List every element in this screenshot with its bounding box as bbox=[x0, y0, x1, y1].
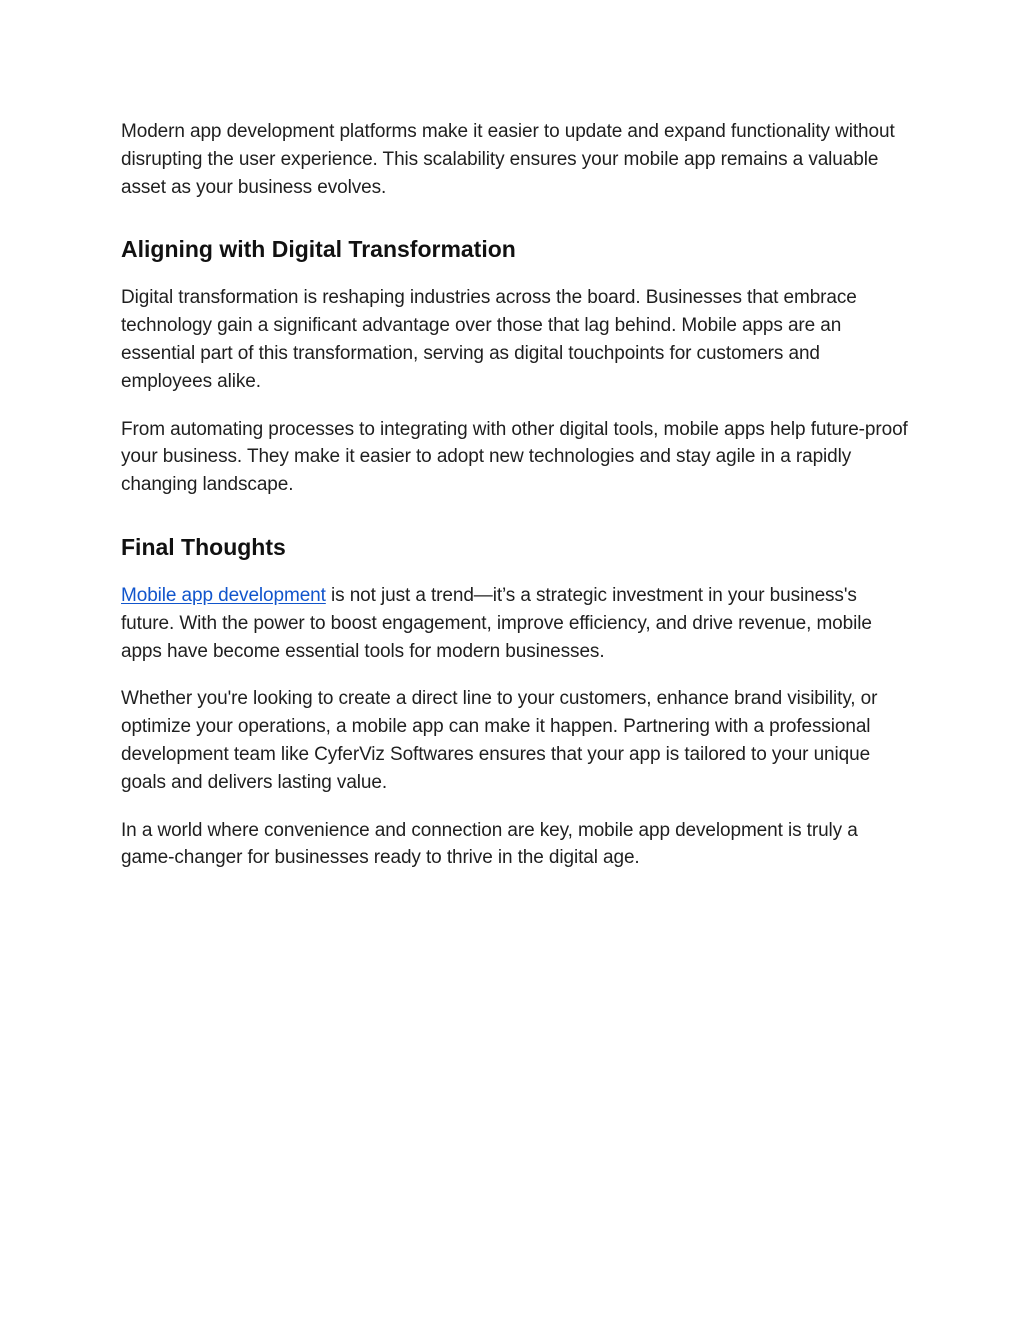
mobile-app-development-link[interactable]: Mobile app development bbox=[121, 584, 326, 606]
final-paragraph-1 bbox=[121, 582, 911, 665]
final-paragraph-2: Whether you're looking to create a direct line to your customers, enhance brand visibility, or optimize your operations, a mobile app can make it happen. Partnering with a professional development team like CyferViz Softwares ensures that your app is tailored to your unique goals and delivers lasting value. bbox=[121, 688, 878, 793]
heading-digital-transformation: Aligning with Digital Transformation bbox=[121, 236, 516, 263]
document-page bbox=[121, 118, 911, 892]
digital-paragraph-2: From automating processes to integrating with other digital tools, mobile apps help future-proof your business. They make it easier to adopt new technologies and stay agile in a rapidly changing landscape. bbox=[121, 418, 908, 496]
heading-final-thoughts: Final Thoughts bbox=[121, 533, 286, 560]
intro-paragraph: Modern app development platforms make it easier to update and expand functionality without disrupting the user experience. This scalability ensures your mobile app remains a valuable asset as your business evolves. bbox=[121, 121, 895, 198]
digital-paragraph-1: Digital transformation is reshaping industries across the board. Businesses that embrace technology gain a significant advantage over those that lag behind. Mobile apps are an essential part of this transformation, serving as digital touchpoints for customers and employees alike. bbox=[121, 287, 857, 392]
final-paragraph-3: In a world where convenience and connection are key, mobile app development is truly a game-changer for businesses ready to thrive in the digital age. bbox=[121, 819, 858, 869]
final-paragraph-1-text: is not just a trend—it’s a strategic investment in your business's future. With the power to boost engagement, improve efficiency, and drive revenue, mobile apps have become essential tools for modern businesses. bbox=[121, 584, 872, 662]
